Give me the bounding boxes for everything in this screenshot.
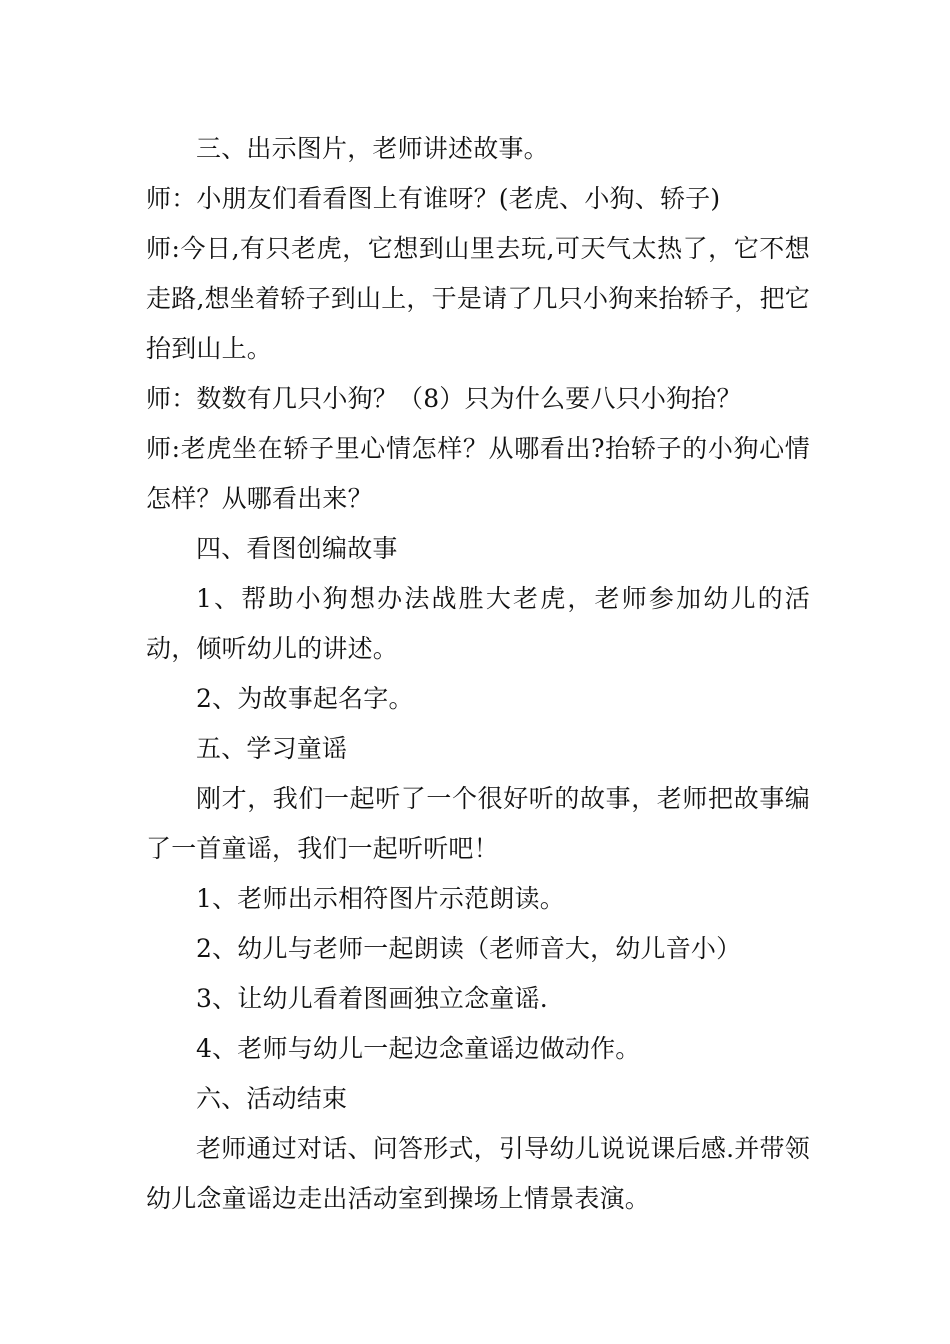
teacher-question-2: 师：数数有几只小狗？（8）只为什么要八只小狗抬？ (146, 384, 742, 413)
list-item-5-3: 3、让幼儿看着图画独立念童谣. (196, 984, 548, 1013)
document-body (146, 124, 810, 1224)
teacher-story: 师:今日,有只老虎，它想到山里去玩,可天气太热了，它不想走路,想坐着轿子到山上，于是请了几只小狗来抬轿子，把它抬到山上。 (146, 234, 810, 363)
list-item-4-2: 2、为故事起名字。 (196, 684, 414, 713)
list-item-5-4: 4、老师与幼儿一起边念童谣边做动作。 (196, 1034, 641, 1063)
section-heading-5: 五、学习童谣 (196, 734, 348, 763)
list-item-4-1: 1、帮助小狗想办法战胜大老虎，老师参加幼儿的活动，倾听幼儿的讲述。 (146, 584, 810, 663)
list-item-5-2: 2、幼儿与老师一起朗读（老师音大，幼儿音小） (196, 934, 742, 963)
teacher-question-3: 师:老虎坐在轿子里心情怎样？从哪看出?抬轿子的小狗心情怎样？从哪看出来？ (146, 434, 810, 513)
section-heading-3: 三、出示图片，老师讲述故事。 (196, 134, 549, 163)
section-5-intro: 刚才，我们一起听了一个很好听的故事，老师把故事编了一首童谣，我们一起听听吧！ (146, 784, 810, 863)
section-6-body: 老师通过对话、问答形式，引导幼儿说说课后感.并带领幼儿念童谣边走出活动室到操场上情景表演。 (146, 1134, 810, 1213)
section-heading-4: 四、看图创编故事 (196, 534, 398, 563)
list-item-5-1: 1、老师出示相符图片示范朗读。 (196, 884, 565, 913)
section-heading-6: 六、活动结束 (196, 1084, 348, 1113)
teacher-question-1: 师：小朋友们看看图上有谁呀？(老虎、小狗、轿子) (146, 184, 721, 213)
